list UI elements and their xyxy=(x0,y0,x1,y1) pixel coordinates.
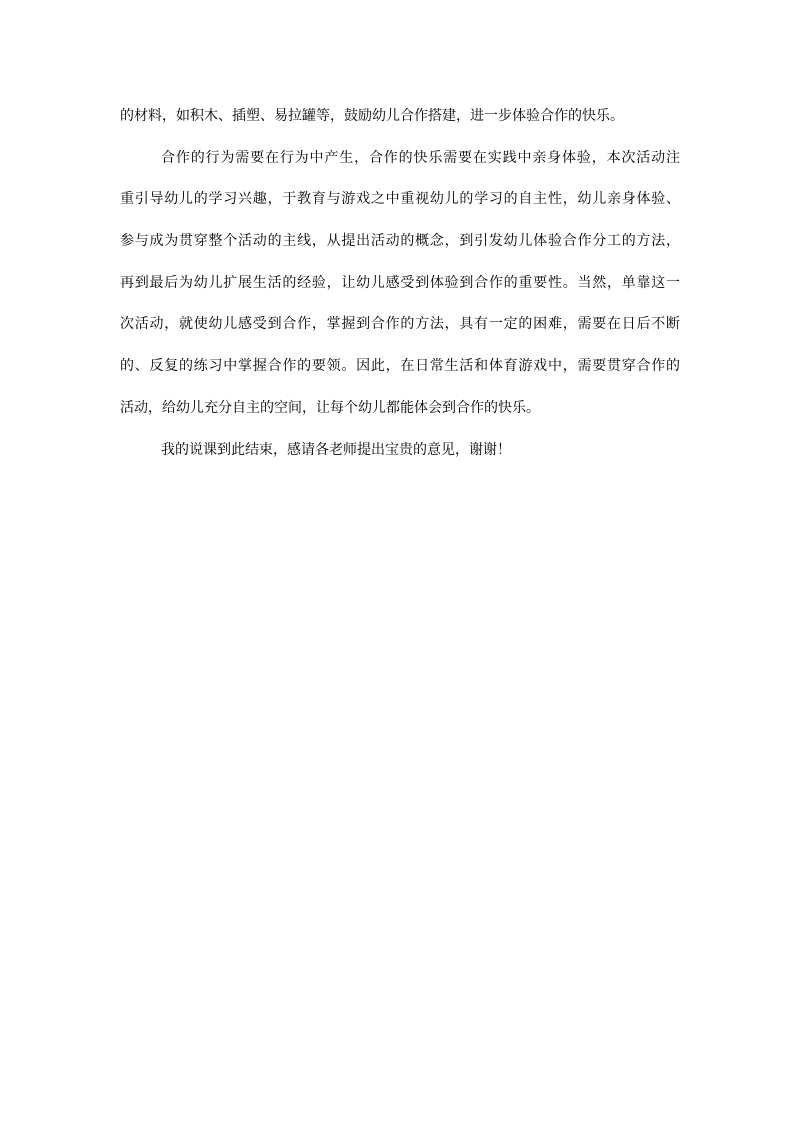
paragraph-line: 的、反复的练习中掌握合作的要领。因此，在日常生活和体育游戏中，需要贯穿合作的 xyxy=(120,358,680,375)
closing-line: 我的说课到此结束，感请各老师提出宝贵的意见，谢谢！ xyxy=(161,441,511,458)
paragraph-line: 次活动，就使幼儿感受到合作，掌握到合作的方法，具有一定的困难，需要在日后不断 xyxy=(120,316,680,333)
paragraph-line: 再到最后为幼儿扩展生活的经验，让幼儿感受到体验到合作的重要性。当然，单靠这一 xyxy=(120,274,680,291)
paragraph-line: 的材料，如积木、插塑、易拉罐等，鼓励幼儿合作搭建，进一步体验合作的快乐。 xyxy=(120,108,624,124)
paragraph-line: 合作的行为需要在行为中产生，合作的快乐需要在实践中亲身体验，本次活动注 xyxy=(161,149,680,166)
paragraph-line: 活动，给幼儿充分自主的空间，让每个幼儿都能体会到合作的快乐。 xyxy=(120,399,540,416)
paragraph-line: 参与成为贯穿整个活动的主线，从提出活动的概念，到引发幼儿体验合作分工的方法， xyxy=(120,233,680,250)
document-body xyxy=(120,104,680,479)
paragraph-line: 重引导幼儿的学习兴趣，于教育与游戏之中重视幼儿的学习的自主性，幼儿亲身体验、 xyxy=(120,191,680,208)
